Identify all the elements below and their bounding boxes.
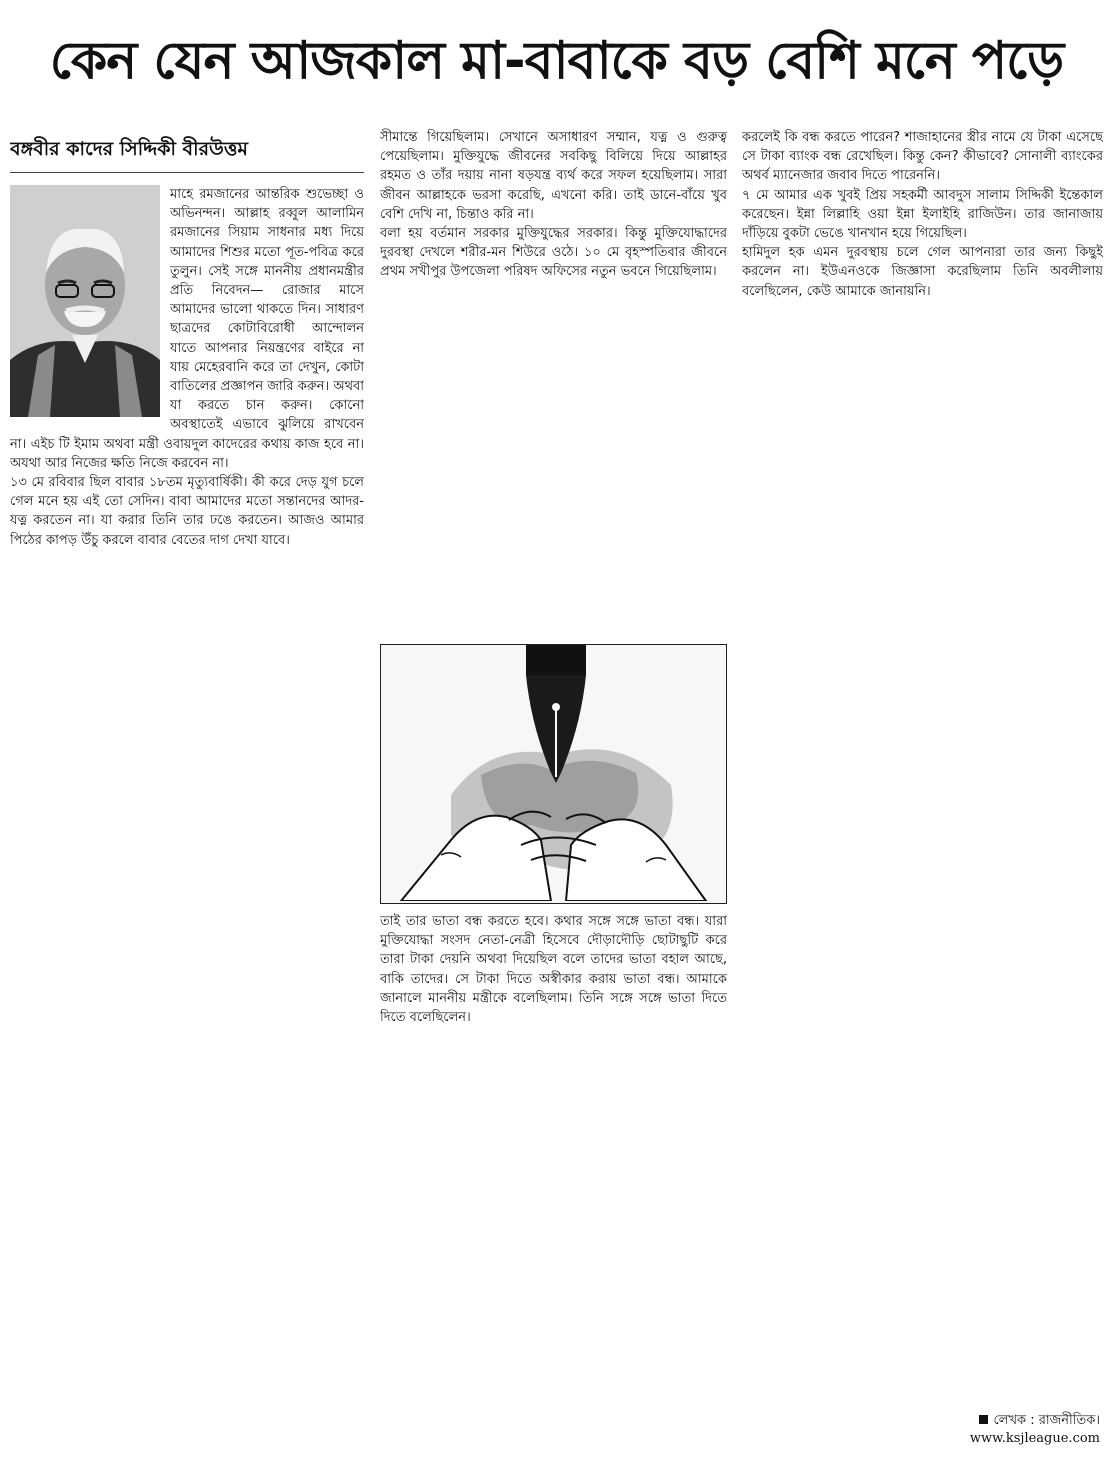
paragraph: ৭ মে আমার এক খুবই প্রিয় সহকর্মী আবদুস সালাম সিদ্দিকী ইন্তেকাল করেছেন। ইন্না লিল্লাহি ওয়া ইন্না ইলাইহি রাজিউন। তার জানাজায় দাঁড়িয়ে বুকটা ভেঙে খানখান হয়ে গিয়েছিল।	[742, 187, 1103, 242]
author-note	[890, 1412, 1100, 1430]
paragraph: ১৩ মে রবিবার ছিল বাবার ১৮তম মৃত্যুবার্ষিকী। কী করে দেড় যুগ চলে গেল মনে হয় এই তো সেদিন। বাবা আমাদের মতো সন্তানদের আদর-যত্ন করতেন না। যা করার তিনি তার ঢঙে করতেন। আজও আমার পিঠের কাপড় উঁচু করলে বাবার বেতের দাগ দেখা যাবে।	[10, 475, 364, 548]
paragraph: তাই তার ভাতা বন্ধ করতে হবে। কথার সঙ্গে সঙ্গে ভাতা বন্ধ। যারা মুক্তিযোদ্ধা সংসদ নেতা-নেত্রী হিসেবে দৌড়াদৌড়ি ছোটাছুটি করে তারা টাকা দেয়নি অথবা দিয়েছিল বলে তাদের ভাতা বহাল আছে, বাকি তাদের। সে টাকা দিতে অস্বীকার করায় ভাতা বন্ধ। আমাকে জানালে মাননীয় মন্ত্রীকে বলেছিলাম। তিনি সঙ্গে সঙ্গে ভাতা দিতে দিতে বলেছিলেন।	[380, 914, 727, 1026]
article-footer	[890, 1412, 1100, 1448]
article-column-1	[10, 128, 364, 1428]
website-link[interactable]: www.ksjleague.com	[969, 1431, 1100, 1446]
portrait-image	[10, 185, 160, 417]
column-3-text	[742, 128, 1103, 1378]
column-2-top-text	[380, 128, 727, 636]
paragraph: সীমান্তে গিয়েছিলাম। সেখানে অসাধারণ সম্মান, যত্ন ও গুরুত্ব পেয়েছিলাম। মুক্তিযুদ্ধে জীবনের সবকিছু বিলিয়ে দিয়ে আল্লাহর রহমত ও তাঁর দয়ায় নানা ষড়যন্ত্র ব্যর্থ করে সফল হয়েছিলাম। সারা জীবন আল্লাহকে ভরসা করেছি, এখনো করি। তাই ডানে-বাঁয়ে খুব বেশি দেখি না, চিন্তাও করি না।	[380, 130, 727, 222]
paragraph: মাহে রমজানের আন্তরিক শুভেচ্ছা ও অভিনন্দন। আল্লাহ রব্বুল আলামিন রমজানের সিয়াম সাধনার মধ্য দিয়ে আমাদের শিশুর মতো পূত-পবিত্র করে তুলুন। সেই সঙ্গে মাননীয় প্রধানমন্ত্রীর প্রতি নিবেদন— রোজার মাসে আমাদের ভালো থাকতে দিন। সাধারণ ছাত্রদের কোটাবিরোধী আন্দোলন যাতে আপনার নিয়ন্ত্রণের বাইরে না যায় মেহেরবানি করে তা দেখুন, কোটা বাতিলের প্রজ্ঞাপন জারি করুন। অথবা যা করতে চান করুন। কোনো অবস্থাতেই এভাবে ঝুলিয়ে রাখবেন না। এইচ টি ইমাম অথবা মন্ত্রী ওবায়দুল কাদেরের কথায় কাজ হবে না। অযথা আর নিজের ক্ষতি নিজে করবেন না।	[10, 187, 364, 471]
paragraph: বলা হয় বর্তমান সরকার মুক্তিযুদ্ধের সরকার। কিন্তু মুক্তিযোদ্ধাদের দুরবস্থা দেখলে শরীর-মন শিউরে ওঠে। ১০ মে বৃহস্পতিবার জীবনে প্রথম সখীপুর উপজেলা পরিষদ অফিসের নতুন ভবনে গিয়েছিলাম।	[380, 226, 727, 280]
column-2-bottom-text	[380, 912, 727, 1434]
byline: বঙ্গবীর কাদের সিদ্দিকী বীরউত্তম	[10, 128, 364, 173]
paragraph: হামিদুল হক এমন দুরবস্থায় চলে গেল আপনারা তার জন্য কিছুই করলেন না। ইউএনওকে জিজ্ঞাসা করেছিলাম তিনি অবলীলায় বলেছিলেন, কেউ আমাকে জানায়নি।	[742, 245, 1103, 299]
illustration-drawing	[381, 645, 726, 901]
article-column-2	[380, 128, 727, 1434]
headline: কেন যেন আজকাল মা-বাবাকে বড় বেশি মনে পড়ে	[49, 31, 1064, 91]
square-bullet-icon	[979, 1415, 988, 1424]
article-column-3	[742, 128, 1103, 1434]
pen-and-hands-illustration	[380, 644, 727, 904]
author-portrait	[10, 185, 160, 417]
paragraph: করলেই কি বন্ধ করতে পারেন? শাজাহানের স্ত্রীর নামে যে টাকা এসেছে সে টাকা ব্যাংক বন্ধ রেখেছিল। কিন্তু কেন? কীভাবে? সোনালী ব্যাংকের অথর্ব ম্যানেজার জবাব দিতে পারেননি।	[742, 130, 1103, 184]
author-label: লেখক : রাজনীতিক।	[993, 1413, 1100, 1428]
